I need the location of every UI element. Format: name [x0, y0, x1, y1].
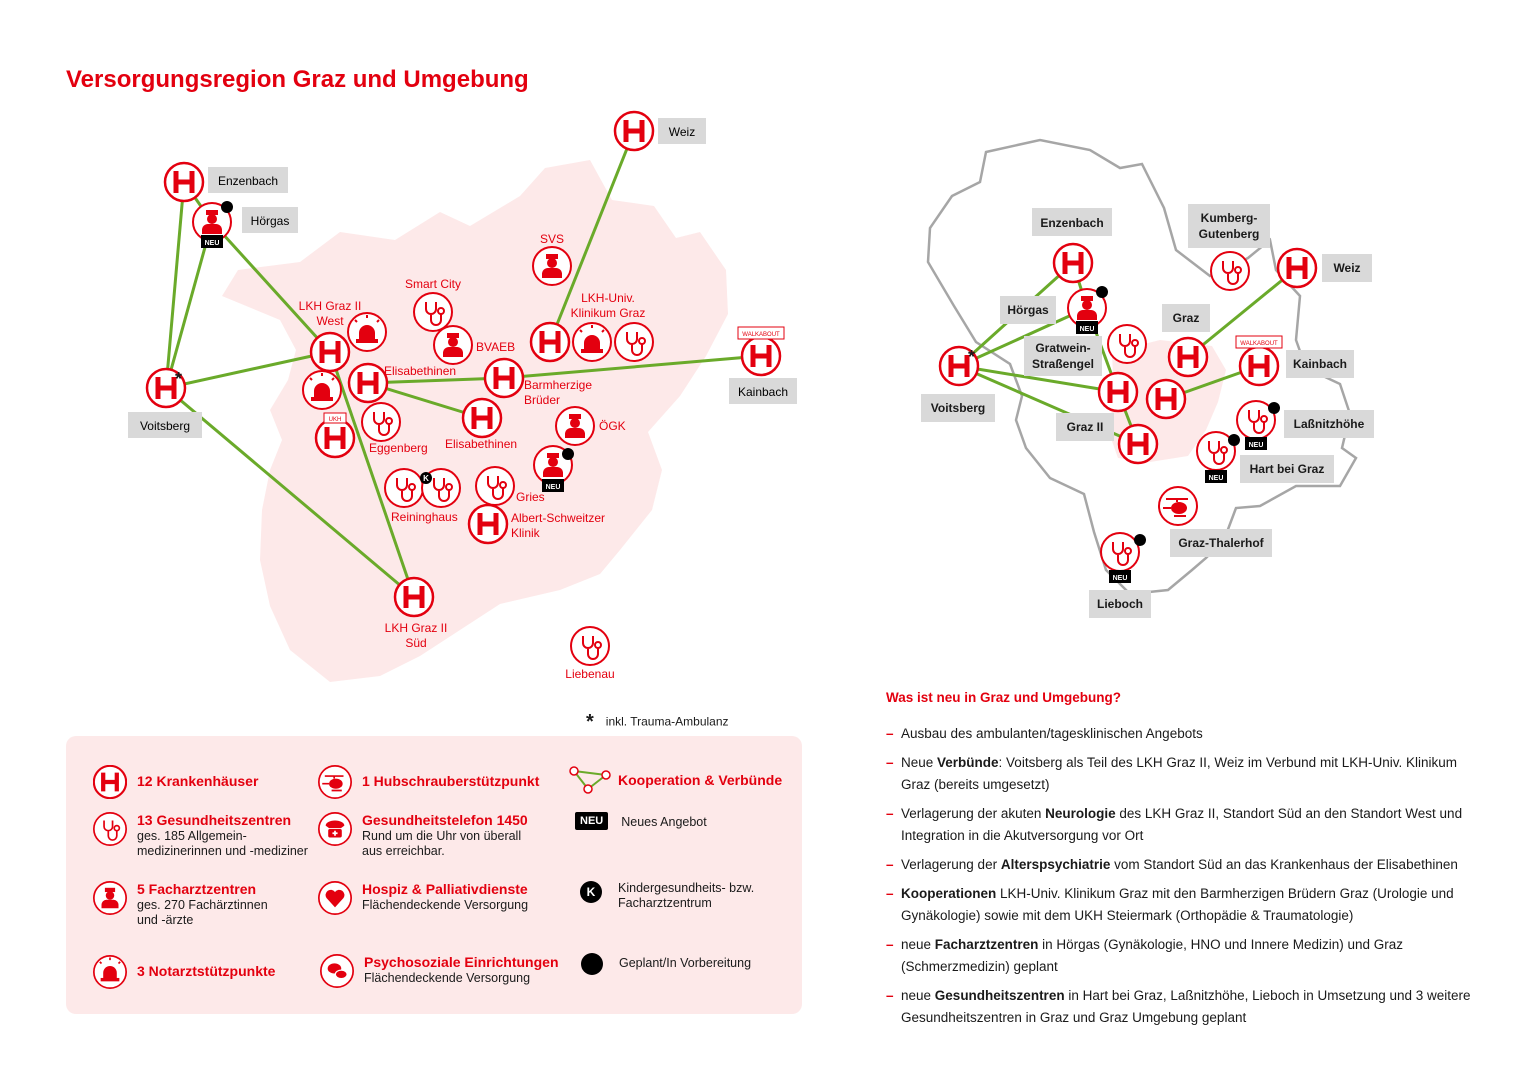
hospital-weiz-icon	[615, 112, 653, 150]
legend-psycho	[320, 954, 559, 988]
helicopter-icon	[318, 765, 352, 799]
health-center-liebenau-icon	[571, 627, 609, 665]
walkabout-badge-text: WALKABOUT	[1240, 341, 1278, 347]
specialist-oegk-icon	[556, 407, 594, 445]
page-title: Versorgungsregion Graz und Umgebung	[66, 66, 529, 93]
stethoscope-icon	[93, 812, 127, 846]
label-svs: SVS	[539, 232, 565, 246]
legend-health-centers	[93, 812, 317, 859]
legend-emergency-title: 3 Notarztstützpunkte	[137, 963, 276, 979]
doctor-icon	[93, 881, 127, 915]
label-gries: Gries	[516, 490, 545, 504]
health-center-univ-icon	[615, 323, 653, 361]
ukh-badge-text: UKH	[328, 417, 342, 423]
hospital-kainbach-icon	[742, 337, 780, 375]
neu-badge-text: NEU	[1079, 326, 1095, 333]
hospital-weiz-icon	[1278, 249, 1316, 287]
legend-phone-title: Gesundheitstelefon 1450	[362, 812, 528, 828]
gray-label-enzenbach	[1032, 208, 1112, 236]
legend-health-centers-sub: ges. 185 Allgemein- medizinerinnen und -mediziner	[137, 829, 308, 858]
svg-text:Enzenbach: Enzenbach	[1040, 216, 1104, 230]
hospital-lkh-west-icon	[311, 333, 349, 371]
hospital-elisabethinen2-icon	[463, 399, 501, 437]
legend-psycho-sub: Flächendeckende Versorgung	[364, 971, 531, 985]
gray-label-graz	[1162, 304, 1210, 332]
health-center-gries-icon	[476, 467, 514, 505]
phone-icon	[318, 812, 352, 846]
svg-text:Kainbach: Kainbach	[737, 385, 789, 399]
news-title: Was ist neu in Graz und Umgebung?	[886, 690, 1122, 705]
neu-badge-text: NEU	[204, 240, 220, 247]
gray-label-thalerhof	[1170, 529, 1272, 557]
label-lkh-sued: LKH Graz II Süd	[384, 621, 448, 650]
label-lkh-univ: LKH-Univ. Klinikum Graz	[570, 291, 646, 320]
health-center-kumberg-icon	[1211, 252, 1249, 290]
svg-text:Voitsberg: Voitsberg	[930, 401, 986, 415]
svg-text:Kumberg-Gutenberg: Kumberg-Gutenberg	[1198, 211, 1260, 241]
legend-neu	[575, 812, 707, 830]
gray-label-weiz	[1322, 254, 1372, 282]
gray-label-gratwein	[1024, 336, 1102, 376]
label-eggenberg: Eggenberg	[369, 441, 428, 455]
svg-text:Gratwein-Straßengel: Gratwein-Straßengel	[1031, 341, 1095, 371]
svg-text:Graz II: Graz II	[1066, 420, 1104, 434]
k-badge-icon	[580, 881, 602, 903]
news-item: – neue Facharztzentren in Hörgas (Gynäkologie, HNO und Innere Medizin) und Graz (Schmerzmedizin) geplant	[886, 937, 1403, 974]
svg-text:Hörgas: Hörgas	[1007, 303, 1049, 317]
label-elisabethinen: Elisabethinen	[384, 364, 457, 378]
svg-text:Graz: Graz	[1172, 311, 1200, 325]
health-center-reininghaus1-icon	[385, 469, 423, 507]
legend-hospitals	[93, 765, 258, 799]
planned-dot-icon	[580, 952, 604, 976]
hospital-graz3-icon	[1147, 380, 1185, 418]
health-center-lieboch-icon	[1101, 533, 1139, 571]
legend-planned-text: Geplant/In Vorbereitung	[619, 956, 752, 970]
legend-coop	[568, 765, 782, 795]
label-albert: Albert-Schweitzer Klinik	[511, 511, 606, 540]
label-bvaeb: BVAEB	[476, 340, 516, 354]
specialist-svs-icon	[533, 247, 571, 285]
news-list	[886, 723, 1486, 1029]
hospital-graz-icon	[1169, 338, 1207, 376]
label-oegk: ÖGK	[599, 419, 626, 433]
emergency-ukh-icon	[303, 371, 341, 409]
legend-planned	[580, 952, 751, 976]
neu-badge-text: NEU	[545, 484, 561, 491]
legend-hospitals-title: 12 Krankenhäuser	[137, 773, 259, 789]
emergency-west-icon	[348, 313, 386, 351]
legend-heli	[318, 765, 539, 799]
hospital-barmherzige-icon	[485, 359, 523, 397]
news-section	[886, 690, 1486, 1036]
hospital-elisabethinen-icon	[349, 364, 387, 402]
gray-label-enzenbach	[208, 167, 288, 193]
gray-label-kumberg	[1188, 204, 1270, 248]
gray-label-hart	[1240, 455, 1334, 483]
legend-hospice-title: Hospiz & Palliativdienste	[362, 881, 528, 897]
news-item: – Ausbau des ambulanten/tagesklinischen Angebots	[886, 726, 1203, 741]
asterisk-symbol: *	[586, 711, 594, 733]
emergency-univ-icon	[573, 323, 611, 361]
planned-dot-icon	[1134, 534, 1146, 546]
specialist-bvaeb-icon	[434, 326, 472, 364]
gray-label-hoergas	[242, 207, 298, 233]
neu-badge-text: NEU	[1112, 575, 1128, 582]
gray-label-lassnitz	[1284, 410, 1374, 438]
k-badge-text: K	[423, 474, 429, 483]
news-item: – Verlagerung der akuten Neurologie des LKH Graz II, Standort Süd an den Standort West und Integration in die Akutversorgung vor Ort	[886, 806, 1463, 843]
legend-k-text: Kindergesundheits- bzw. Facharztzentrum	[618, 881, 755, 910]
planned-dot-icon	[221, 201, 233, 213]
planned-dot-icon	[1228, 434, 1240, 446]
network-icon	[568, 765, 612, 795]
svg-text:Laßnitzhöhe: Laßnitzhöhe	[1293, 417, 1365, 431]
svg-text:K: K	[586, 885, 596, 899]
neu-badge: NEU	[575, 812, 608, 830]
planned-dot-icon	[562, 448, 574, 460]
news-item: – neue Gesundheitszentren in Hart bei Graz, Laßnitzhöhe, Lieboch in Umsetzung und 3 weitere Gesundheitszentren in Graz und Graz Umgebung geplant	[886, 988, 1471, 1025]
gray-label-grazii	[1056, 413, 1114, 441]
hospital-graz4-icon	[1119, 425, 1157, 463]
svg-text:*: *	[968, 347, 976, 367]
helicopter-base-icon	[1159, 487, 1197, 525]
legend-emergency	[93, 955, 275, 989]
chat-bubbles-icon	[320, 954, 354, 988]
asterisk-note	[586, 711, 729, 734]
planned-dot-icon	[1096, 286, 1108, 298]
gray-label-kainbach	[1286, 350, 1354, 378]
legend-phone-sub: Rund um die Uhr von überall aus erreichbar.	[362, 829, 522, 858]
svg-text:Graz-Thalerhof: Graz-Thalerhof	[1178, 536, 1264, 550]
hospital-lkh-univ-icon	[531, 323, 569, 361]
svg-text:Voitsberg: Voitsberg	[139, 419, 191, 433]
hospital-graz2-icon	[1099, 373, 1137, 411]
gray-label-voitsberg	[921, 394, 995, 422]
legend-hospice-sub: Flächendeckende Versorgung	[362, 898, 529, 912]
walkabout-badge-text: WALKABOUT	[742, 332, 780, 338]
legend-psycho-title: Psychosoziale Einrichtungen	[364, 954, 559, 970]
health-center-smartcity-icon	[414, 293, 452, 331]
label-elisabethinen-2: Elisabethinen	[445, 437, 518, 451]
news-item: – Kooperationen LKH-Univ. Klinikum Graz mit den Barmherzigen Brüdern Graz (Urologie und Gynäkologie) sowie mit dem UKH Steiermark (Orthopädie & Traumatologie)	[886, 886, 1454, 923]
legend-coop-title: Kooperation & Verbünde	[618, 772, 783, 788]
svg-text:Weiz: Weiz	[668, 125, 696, 139]
svg-text:Lieboch: Lieboch	[1096, 597, 1144, 611]
legend-phone	[318, 812, 542, 859]
gray-label-hoergas	[1000, 296, 1056, 324]
svg-text:Kainbach: Kainbach	[1292, 357, 1348, 371]
label-lkh-west: LKH Graz II West	[298, 299, 362, 328]
label-smart-city: Smart City	[404, 277, 462, 291]
gray-label-voitsberg	[128, 412, 202, 438]
label-liebenau: Liebenau	[565, 667, 615, 681]
legend-neu-text: Neues Angebot	[621, 815, 707, 829]
neu-badge-text: NEU	[1248, 442, 1264, 449]
svg-text:*: *	[175, 369, 183, 389]
gray-label-weiz	[658, 118, 706, 144]
legend-specialist-sub: ges. 270 Fachärztinnen und -ärzte	[137, 898, 268, 927]
hospital-kainbach-icon	[1240, 347, 1278, 385]
svg-text:Weiz: Weiz	[1333, 261, 1361, 275]
news-item: – Verlagerung der Alterspsychiatrie vom Standort Süd an das Krankenhaus der Elisabethinen	[886, 857, 1458, 872]
heart-hands-icon	[318, 881, 352, 915]
neu-badge-text: NEU	[1208, 475, 1224, 482]
label-barmherzige: Barmherzige Brüder	[524, 378, 593, 407]
gray-label-kainbach	[729, 378, 797, 404]
siren-icon	[93, 955, 127, 989]
legend-health-centers-title: 13 Gesundheitszentren	[137, 812, 292, 828]
hospital-albert-icon	[469, 505, 507, 543]
news-item: – Neue Verbünde: Voitsberg als Teil des LKH Graz II, Weiz im Verbund mit LKH-Univ. Klinikum Graz (bereits umgesetzt)	[886, 755, 1457, 792]
health-center-eggenberg-icon	[362, 403, 400, 441]
legend-specialist-title: 5 Facharztzentren	[137, 881, 257, 897]
hospital-enzenbach-icon	[165, 163, 203, 201]
planned-dot-icon	[1268, 402, 1280, 414]
hospital-lkh-sued-icon	[395, 578, 433, 616]
gray-label-lieboch	[1089, 590, 1151, 618]
svg-text:Hart bei Graz: Hart bei Graz	[1249, 462, 1325, 476]
svg-text:Hörgas: Hörgas	[250, 214, 290, 228]
asterisk-text: inkl. Trauma-Ambulanz	[605, 714, 729, 729]
hospital-enzenbach-icon	[1054, 244, 1092, 282]
health-center-gratwein-icon	[1108, 325, 1146, 363]
hospital-ukh-icon	[316, 419, 354, 457]
legend-specialist	[93, 881, 268, 928]
svg-text:Enzenbach: Enzenbach	[217, 174, 279, 188]
legend-heli-title: 1 Hubschrauberstützpunkt	[362, 773, 540, 789]
hospital-icon	[93, 765, 127, 799]
label-reininghaus: Reininghaus	[391, 510, 458, 524]
legend-hospice	[318, 881, 528, 915]
legend-k	[580, 881, 754, 911]
